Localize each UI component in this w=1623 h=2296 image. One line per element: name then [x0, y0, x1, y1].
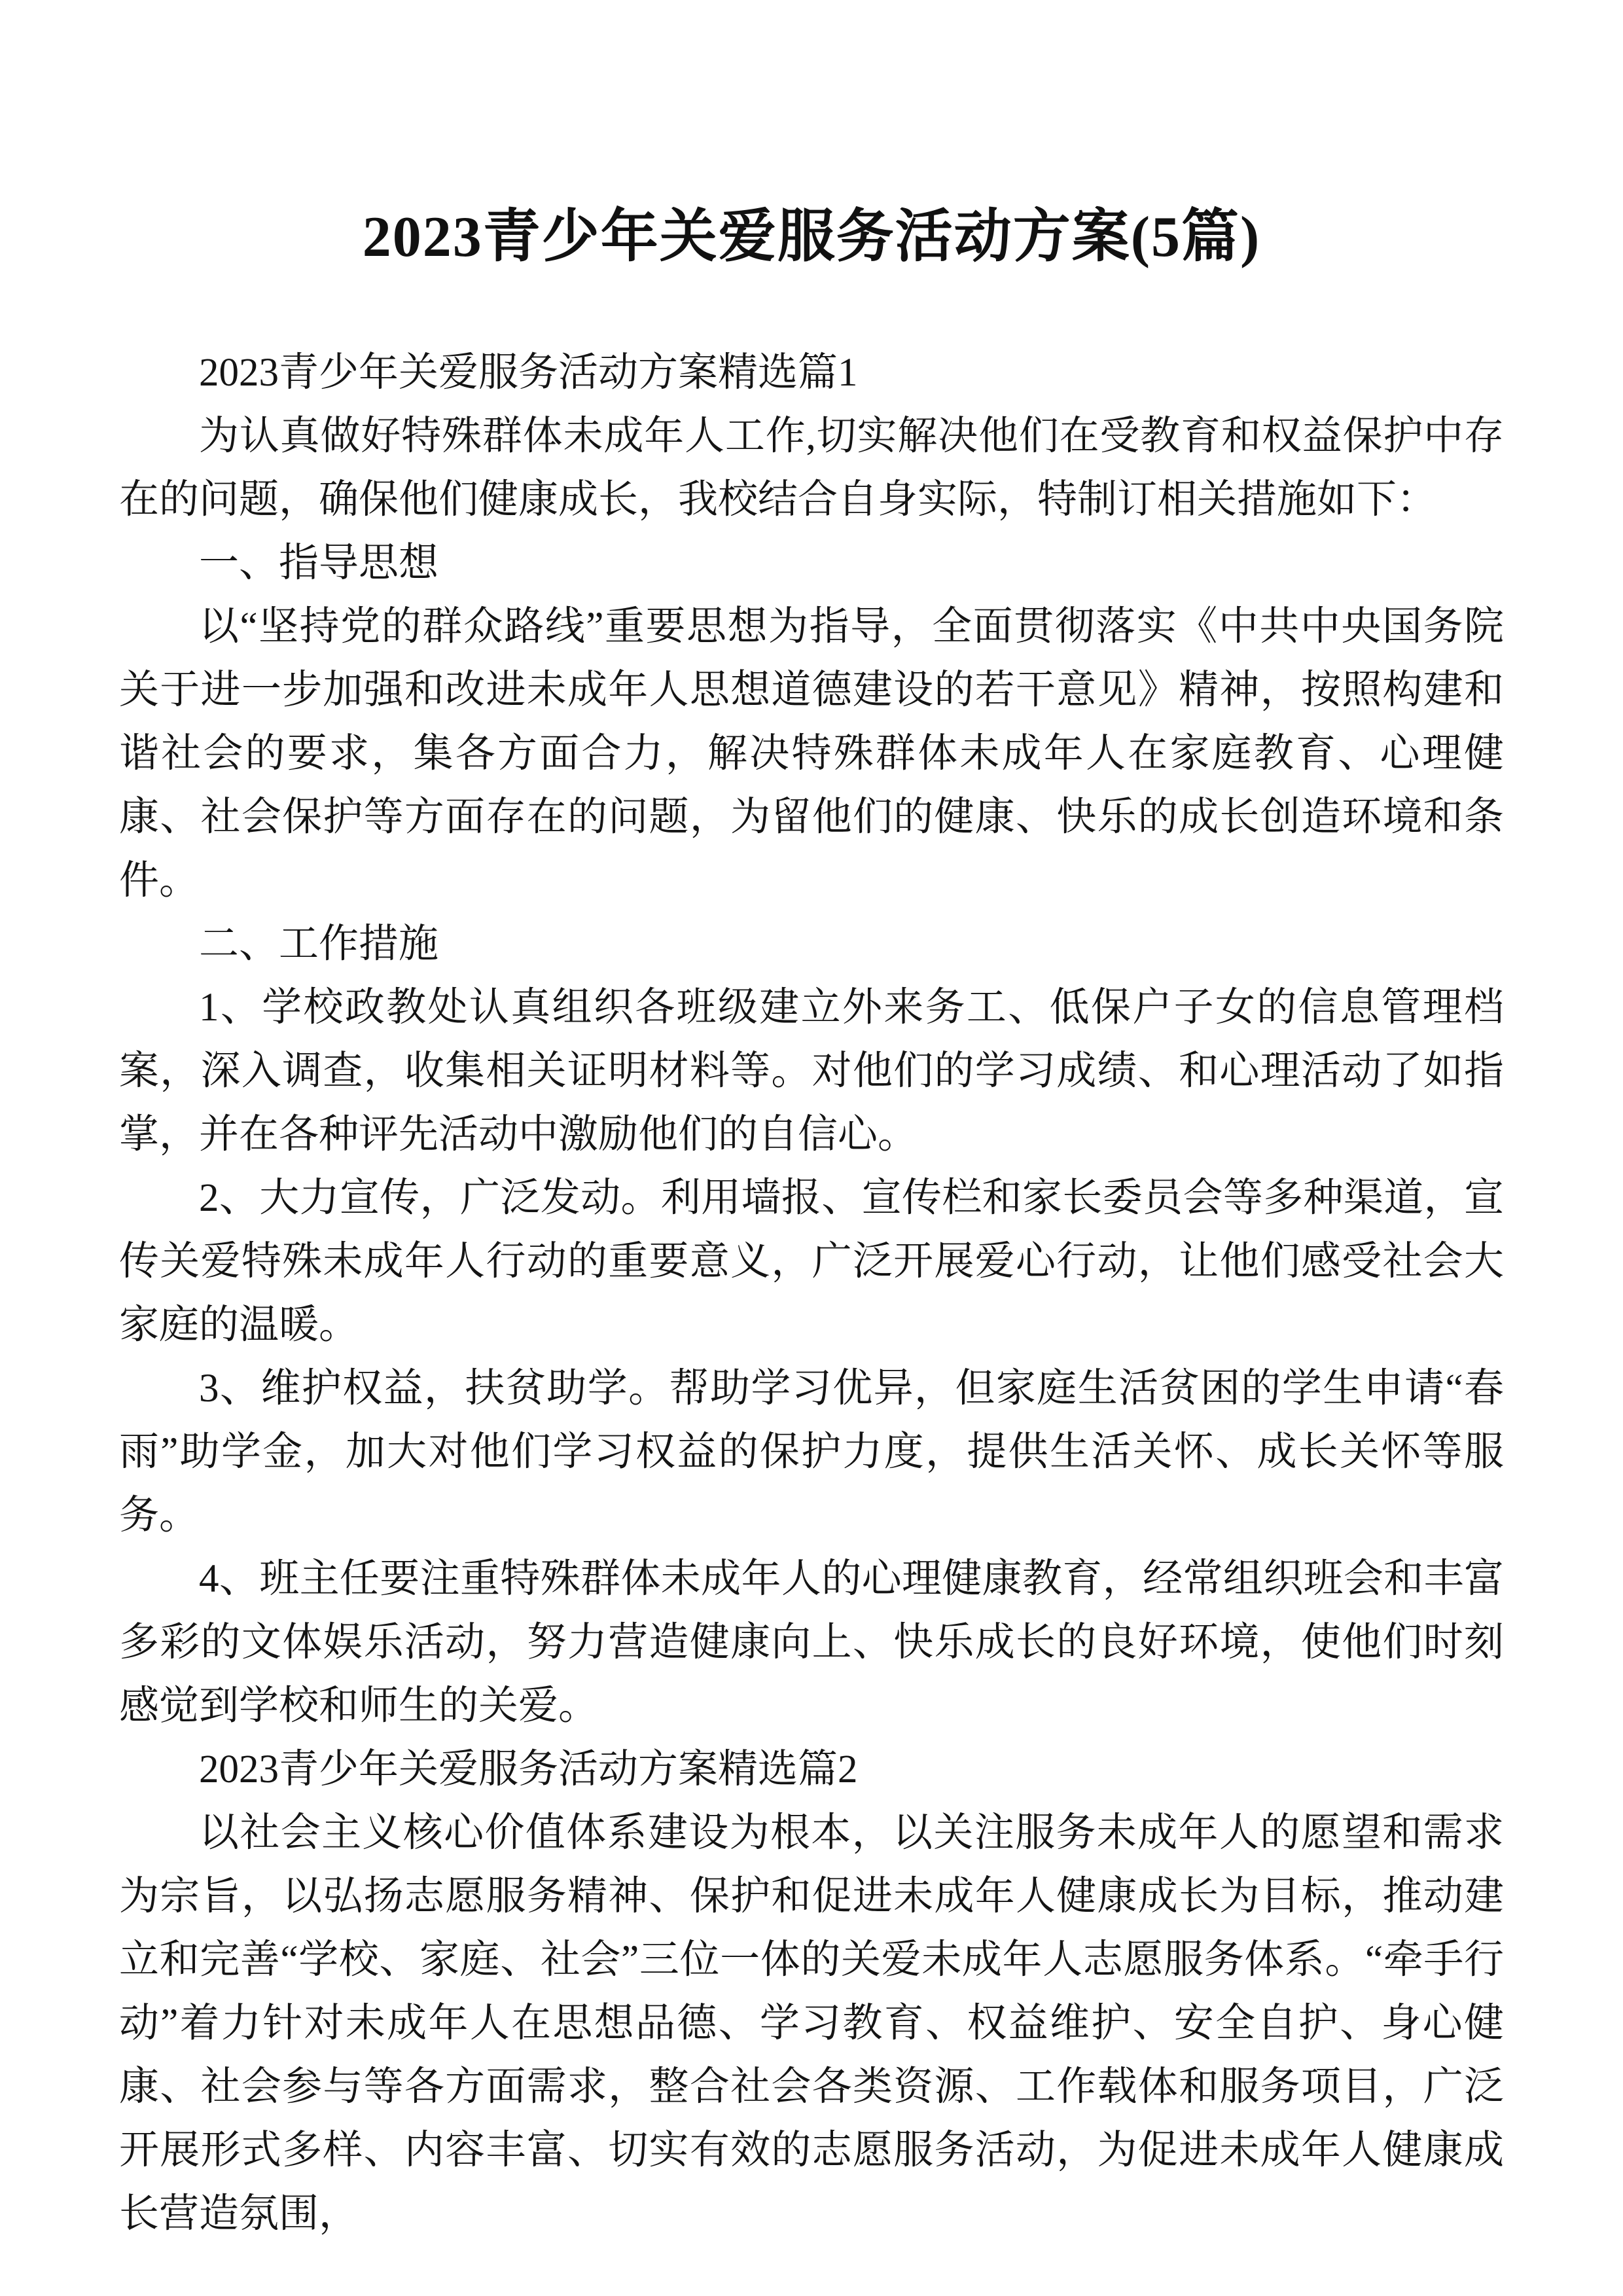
- paragraph: 以“坚持党的群众路线”重要思想为指导，全面贯彻落实《中共中央国务院关于进一步加强和改进未成年人思想道德建设的若干意见》精神，按照构建和谐社会的要求，集各方面合力，解决特殊群体未成年人在家庭教育、心理健康、社会保护等方面存在的问题，为留他们的健康、快乐的成长创造环境和条件。: [119, 604, 1504, 903]
- paragraph: 3、维护权益，扶贫助学。帮助学习优异，但家庭生活贫困的学生申请“春雨”助学金，加大对他们学习权益的保护力度，提供生活关怀、成长关怀等服务。: [119, 1366, 1504, 1537]
- paragraph: 2、大力宣传，广泛发动。利用墙报、宣传栏和家长委员会等多种渠道，宣传关爱特殊未成年人行动的重要意义，广泛开展爱心行动，让他们感受社会大家庭的温暖。: [119, 1175, 1504, 1347]
- paragraph: 为认真做好特殊群体未成年人工作,切实解决他们在受教育和权益保护中存在的问题，确保他们健康成长，我校结合自身实际，特制订相关措施如下：: [119, 414, 1504, 522]
- document-title: 2023青少年关爱服务活动方案(5篇): [362, 206, 1261, 269]
- paragraph: 4、班主任要注重特殊群体未成年人的心理健康教育，经常组织班会和丰富多彩的文体娱乐活动，努力营造健康向上、快乐成长的良好环境，使他们时刻感觉到学校和师生的关爱。: [119, 1556, 1504, 1728]
- paragraph: 1、学校政教处认真组织各班级建立外来务工、低保户子女的信息管理档案，深入调查，收集相关证明材料等。对他们的学习成绩、和心理活动了如指掌，并在各种评先活动中激励他们的自信心。: [119, 985, 1504, 1157]
- paragraph: 一、指导思想: [199, 541, 439, 585]
- paragraph: 2023青少年关爱服务活动方案精选篇1: [199, 350, 858, 395]
- paragraph: 以社会主义核心价值体系建设为根本，以关注服务未成年人的愿望和需求为宗旨，以弘扬志愿服务精神、保护和促进未成年人健康成长为目标，推动建立和完善“学校、家庭、社会”三位一体的关爱未成年人志愿服务体系。“牵手行动”着力针对未成年人在思想品德、学习教育、权益维护、安全自护、身心健康、社会参与等各方面需求，整合社会各类资源、工作载体和服务项目，广泛开展形式多样、内容丰富、切实有效的志愿服务活动，为促进未成年人健康成长营造氛围，: [119, 1810, 1504, 2236]
- paragraph: 二、工作措施: [199, 922, 439, 966]
- paragraph: 2023青少年关爱服务活动方案精选篇2: [199, 1747, 858, 1791]
- document-body: [119, 341, 1504, 2246]
